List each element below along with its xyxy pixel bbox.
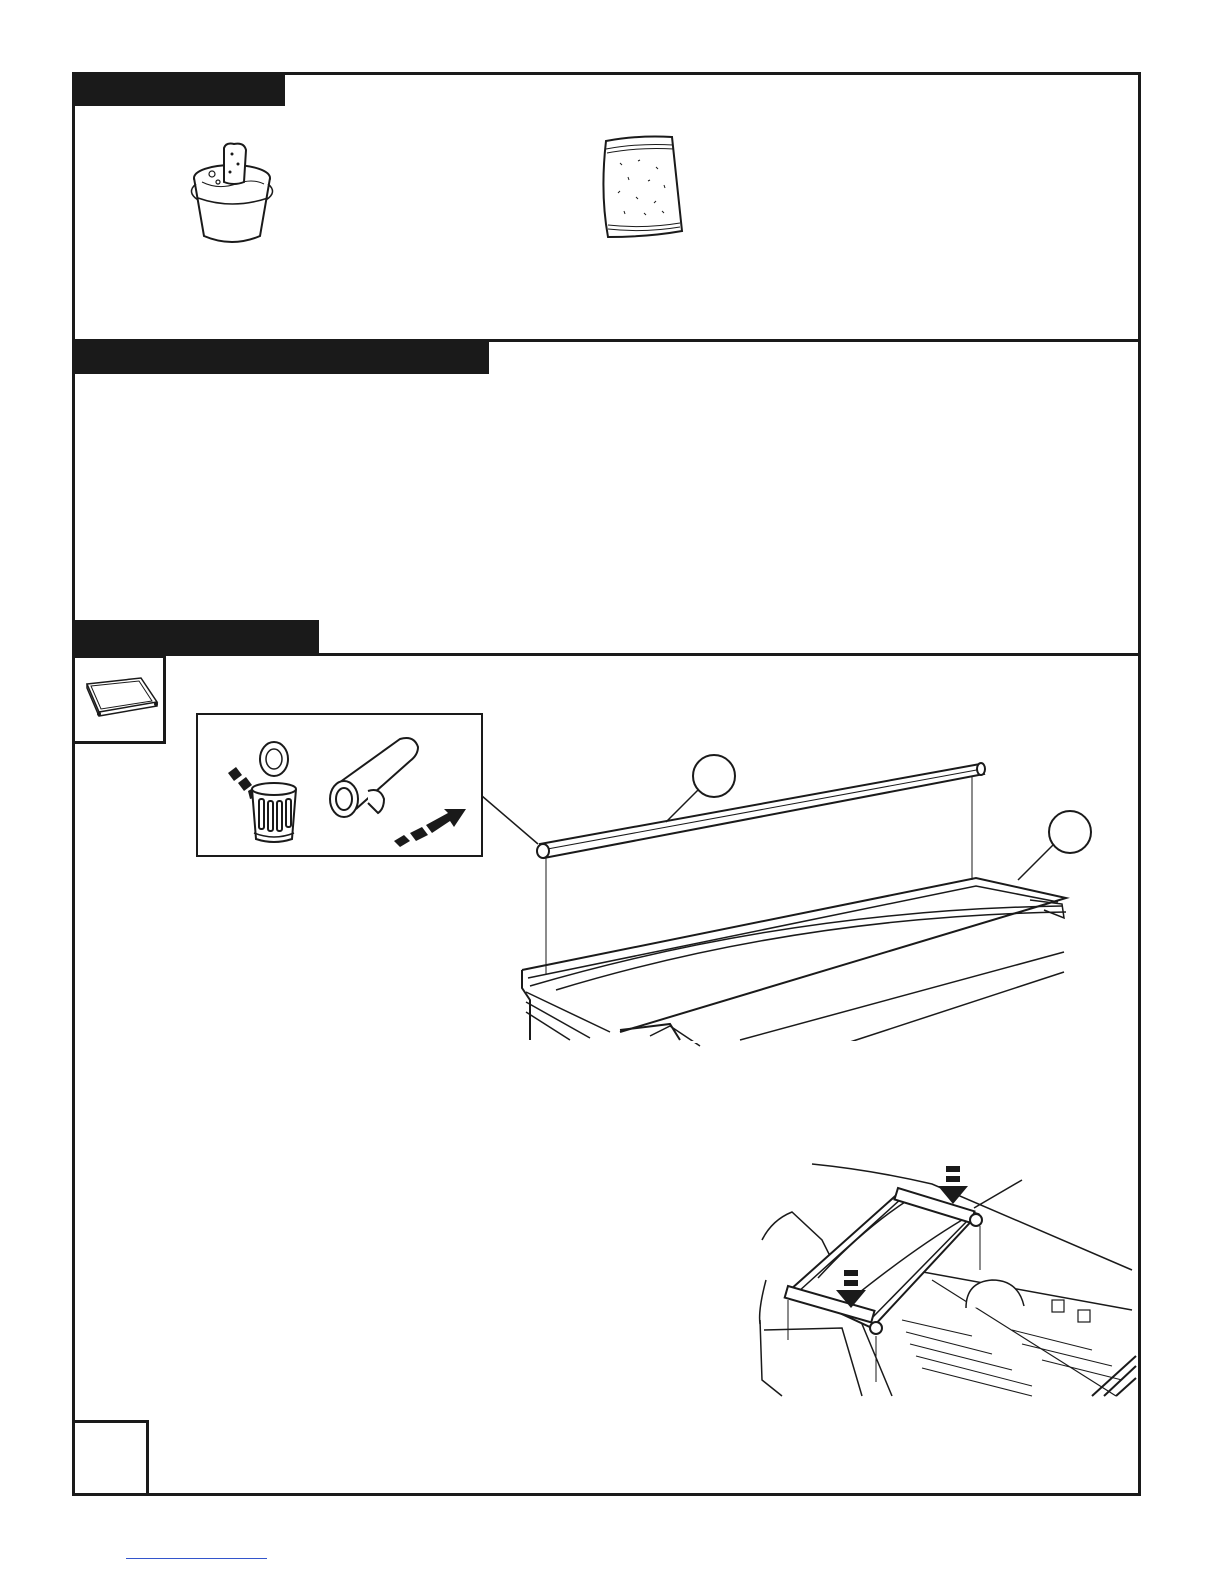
installation-section-tab (72, 620, 319, 654)
page-number-box (72, 1420, 149, 1496)
footer-link-underline[interactable] (126, 1558, 267, 1559)
truck-bed-illustration (752, 1160, 1136, 1400)
cloth-towel-icon (598, 133, 688, 243)
seal-strip-peel-icon (322, 729, 472, 847)
rail-and-frame-illustration (470, 740, 1090, 1050)
detail-inset-box (196, 713, 483, 857)
frame-thumbnail-icon (81, 672, 161, 732)
trash-can-icon (222, 729, 302, 839)
supplies-section-tab (72, 72, 285, 106)
bucket-with-sponge-icon (188, 138, 278, 248)
preparation-section-tab (72, 340, 489, 374)
frame-thumbnail-box (72, 655, 166, 744)
